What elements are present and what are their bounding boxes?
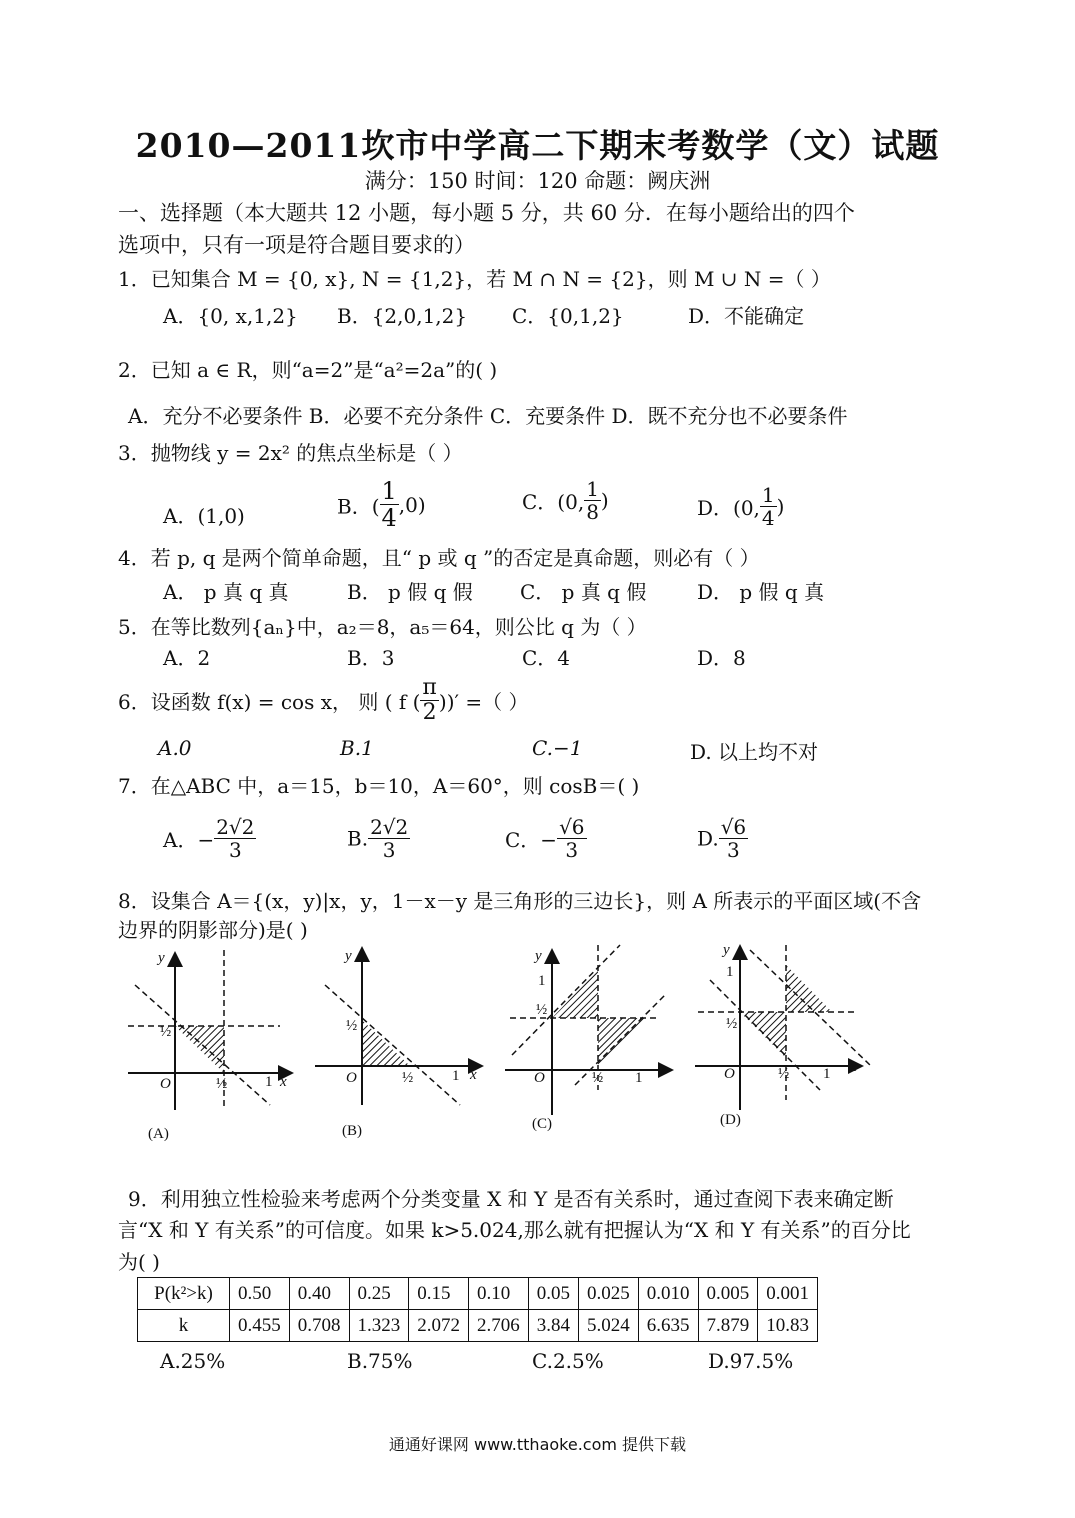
q7-option-a: A．− $\frac{2√2}{3}$ xyxy=(163,815,255,862)
q6-stem: 6．设函数 f(x) = cos x， 则 ( f ( $\frac{\pi}{2}$ ))′ =（ ） xyxy=(118,675,529,726)
q8-line1: 8．设集合 A＝{(x，y)|x，y，1－x－y 是三角形的三边长}，则 A 所表示的平面区域(不含 xyxy=(118,889,922,913)
table-cell: 2.072 xyxy=(409,1310,469,1342)
q8-d-y-label: y xyxy=(723,942,730,958)
q8-c-x-label: x xyxy=(660,1062,667,1078)
table-cell: 6.635 xyxy=(638,1310,698,1342)
q2-options: A．充分不必要条件 B．必要不充分条件 C．充要条件 D．既不充分也不必要条件 xyxy=(128,404,848,428)
section-heading-line1: 一、选择题（本大题共 12 小题，每小题 5 分，共 60 分．在每小题给出的四个 xyxy=(118,201,855,225)
q8-line2: 边界的阴影部分)是( ) xyxy=(118,918,308,942)
q8-d-one-y: 1 xyxy=(726,964,734,980)
q3-option-d: D．(0, $\frac{1}{4}$ ) xyxy=(697,483,785,530)
q6-option-c: C.−1 xyxy=(532,736,583,760)
q3-stem: 3．抛物线 y = 2x² 的焦点坐标是（ ） xyxy=(118,441,463,465)
q8-b-half-x: ½ xyxy=(402,1070,414,1086)
q9-option-d: D.97.5% xyxy=(708,1349,794,1373)
q8-a-origin: O xyxy=(160,1076,171,1092)
q4-option-c: C． p 真 q 假 xyxy=(520,580,647,604)
q6-option-a: A.0 xyxy=(158,736,192,760)
q8-c-y-label: y xyxy=(535,948,542,964)
q5-option-a: A．2 xyxy=(163,646,211,670)
q1-option-d: D．不能确定 xyxy=(688,304,805,328)
q8-a-half-y: ½ xyxy=(160,1024,172,1040)
q1-option-b: B．{2,0,1,2} xyxy=(337,304,468,328)
q7-option-d: D. $\frac{√6}{3}$ xyxy=(697,815,747,862)
table-row xyxy=(138,1278,818,1310)
q3-option-b: B．( $\frac{1}{4}$ ,0) xyxy=(337,477,426,533)
table-cell: 0.010 xyxy=(638,1278,698,1310)
exam-subtitle: 满分：150 时间：120 命题：阙庆洲 xyxy=(364,169,711,193)
q8-b-one: 1 xyxy=(452,1068,460,1084)
q4-option-b: B． p 假 q 假 xyxy=(347,580,473,604)
q5-option-c: C．4 xyxy=(522,646,571,670)
q2-stem: 2．已知 a ∈ R，则“a=2”是“a²=2a”的( ) xyxy=(118,358,498,382)
q8-c-one-x: 1 xyxy=(635,1070,643,1086)
table-cell: 1.323 xyxy=(349,1310,409,1342)
table-cell: 0.455 xyxy=(230,1310,290,1342)
q8-a-one: 1 xyxy=(265,1074,273,1090)
q9-option-c: C.2.5% xyxy=(532,1349,604,1373)
q4-stem: 4．若 p, q 是两个简单命题，且“ p 或 q ”的否定是真命题，则必有（ ） xyxy=(118,546,760,570)
q8-d-origin: O xyxy=(724,1066,735,1082)
q7-stem: 7．在△ABC 中，a＝15，b＝10，A＝60°，则 cosB＝( ) xyxy=(118,774,640,798)
q9-option-b: B.75% xyxy=(347,1349,413,1373)
q8-c-half-y: ½ xyxy=(536,1002,548,1018)
q8-figure-d xyxy=(695,945,870,1110)
q8-c-origin: O xyxy=(534,1070,545,1086)
table-cell: 0.001 xyxy=(758,1278,818,1310)
table-cell: P(k²>k) xyxy=(138,1278,230,1310)
table-cell: 0.40 xyxy=(289,1278,349,1310)
q8-b-y-label: y xyxy=(345,948,352,964)
q4-option-a: A． p 真 q 真 xyxy=(163,580,289,604)
table-row xyxy=(138,1310,818,1342)
footer-credit: 通通好课网 www.tthaoke.com 提供下载 xyxy=(388,1435,687,1454)
q5-option-d: D．8 xyxy=(697,646,746,670)
q3-option-a: A．(1,0) xyxy=(163,504,245,528)
table-cell: 0.05 xyxy=(528,1278,578,1310)
q9-critical-value-table xyxy=(137,1277,818,1342)
table-cell: 7.879 xyxy=(698,1310,758,1342)
q8-c-one-y: 1 xyxy=(538,973,546,989)
q6-option-b: B.1 xyxy=(340,736,374,760)
q9-option-a: A.25% xyxy=(160,1349,226,1373)
q8-d-half-x: ½ xyxy=(778,1066,790,1082)
table-cell: 0.708 xyxy=(289,1310,349,1342)
q9-line2: 言“X 和 Y 有关系”的可信度。如果 k>5.024,那么就有把握认为“X 和 Y 有关系”的百分比 xyxy=(118,1218,911,1242)
q8-d-one-x: 1 xyxy=(823,1066,831,1082)
exam-title: 2010—2011坎市中学高二下期末考数学（文）试题 xyxy=(135,126,940,165)
table-cell: 0.10 xyxy=(469,1278,529,1310)
table-cell: 0.15 xyxy=(409,1278,469,1310)
q8-a-half-x: ½ xyxy=(216,1076,228,1092)
table-cell: 0.25 xyxy=(349,1278,409,1310)
q1-stem: 1．已知集合 M = {0, x}, N = {1,2}，若 M ∩ N = {2}，则 M ∪ N =（ ） xyxy=(118,267,831,291)
section-heading-line2: 选项中，只有一项是符合题目要求的） xyxy=(118,233,475,257)
table-cell: 0.025 xyxy=(579,1278,639,1310)
q9-line1: 9．利用独立性检验来考虑两个分类变量 X 和 Y 是否有关系时，通过查阅下表来确定断 xyxy=(128,1187,894,1211)
q8-a-x-label: x xyxy=(280,1074,287,1090)
q5-stem: 5．在等比数列{aₙ}中，a₂＝8，a₅＝64，则公比 q 为（ ） xyxy=(118,615,647,639)
table-cell: 2.706 xyxy=(469,1310,529,1342)
q8-b-half-y: ½ xyxy=(346,1018,358,1034)
q8-d-caption: (D) xyxy=(720,1112,741,1128)
q5-option-b: B．3 xyxy=(347,646,395,670)
q3-option-c: C．(0, $\frac{1}{8}$ ) xyxy=(522,477,609,524)
table-cell: k xyxy=(138,1310,230,1342)
table-cell: 3.84 xyxy=(528,1310,578,1342)
q9-line3: 为( ) xyxy=(118,1250,160,1274)
q8-a-caption: (A) xyxy=(148,1126,169,1142)
q4-option-d: D． p 假 q 真 xyxy=(697,580,825,604)
table-cell: 5.024 xyxy=(579,1310,639,1342)
q8-b-caption: (B) xyxy=(342,1123,362,1139)
q7-option-b: B. $\frac{2√2}{3}$ xyxy=(347,815,409,862)
table-cell: 0.005 xyxy=(698,1278,758,1310)
table-cell: 10.83 xyxy=(758,1310,818,1342)
q8-d-x-label: x xyxy=(850,1059,857,1075)
q8-figure-c xyxy=(505,945,670,1115)
q6-option-d: D. 以上均不对 xyxy=(690,740,819,764)
q8-c-half-x: ½ xyxy=(592,1070,604,1086)
table-cell: 0.50 xyxy=(230,1278,290,1310)
q7-option-c: C．− $\frac{√6}{3}$ xyxy=(505,815,585,862)
q1-option-a: A．{0, x,1,2} xyxy=(163,304,298,328)
q8-c-caption: (C) xyxy=(532,1116,552,1132)
q8-b-origin: O xyxy=(346,1070,357,1086)
q1-option-c: C．{0,1,2} xyxy=(512,304,624,328)
q8-figures xyxy=(120,940,1000,1150)
q8-b-x-label: x xyxy=(470,1067,477,1083)
q8-d-half-y: ½ xyxy=(726,1016,738,1032)
q8-a-y-label: y xyxy=(158,950,165,966)
